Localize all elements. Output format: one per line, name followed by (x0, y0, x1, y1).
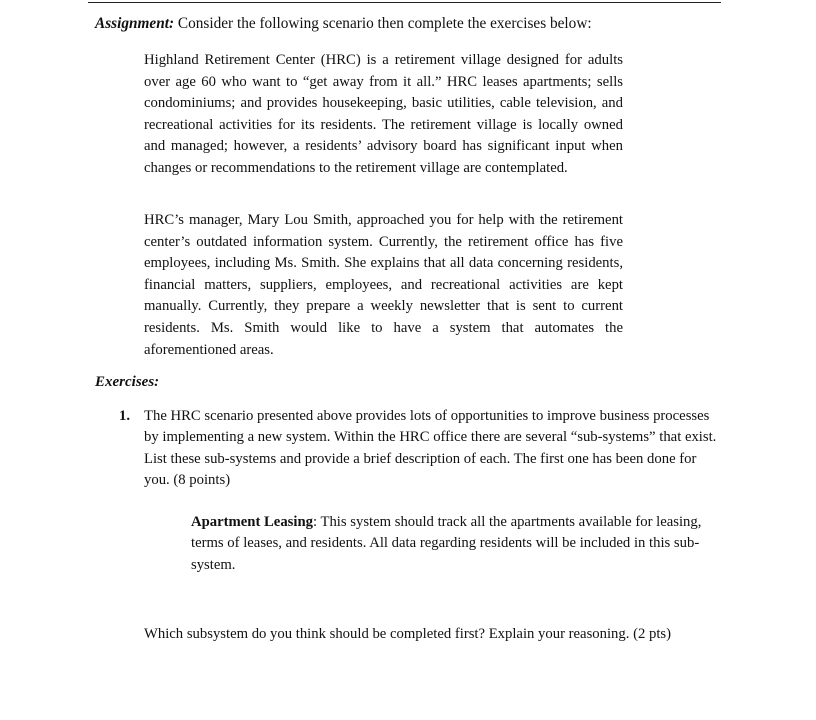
assignment-instructions: Consider the following scenario then complete the exercises below: (174, 15, 592, 32)
exercises-heading: Exercises: (95, 374, 160, 390)
assignment-label: Assignment: (95, 15, 175, 32)
scenario-paragraph-2: HRC’s manager, Mary Lou Smith, approached you for help with the retirement center’s outdated information system. Currently, the retirement office has five employees, including Ms. Smith. She explains that all data concerning residents, financial matters, suppliers, employees, and recreational activities are kept manually. Currently, they prepare a weekly newsletter that is sent to current residents. Ms. Smith would like to have a system that automates the aforementioned areas. (144, 212, 623, 358)
top-rule (88, 2, 721, 3)
question-2-text: Which subsystem do you think should be completed first? Explain your reasoning. (2 pts) (144, 626, 672, 642)
example-subsystem (191, 512, 711, 576)
scenario-paragraph-1: Highland Retirement Center (HRC) is a retirement village designed for adults over age 60 who want to “get away from it all.” HRC leases apartments; sells condominiums; and provides housekeeping, basic utilities, cable television, and recreational activities for its residents. The retirement village is locally owned and managed; however, a residents’ advisory board has significant input when changes or recommendations to the retirement village are contemplated. (144, 52, 623, 176)
assignment-line (95, 13, 735, 34)
example-subsystem-description: : This system should track all the apartments available for leasing, terms of leases, and residents. All data regarding residents will be included in this sub-system. (191, 514, 702, 573)
question-1-number: 1. (119, 408, 131, 424)
question-1-text: The HRC scenario presented above provides lots of opportunities to improve business processes by implementing a new system. Within the HRC office there are several “sub-systems” that exist. List these sub-systems and provide a brief description of each. The first one has been done for you. (8 points) (144, 408, 717, 489)
example-subsystem-name: Apartment Leasing (191, 514, 313, 530)
